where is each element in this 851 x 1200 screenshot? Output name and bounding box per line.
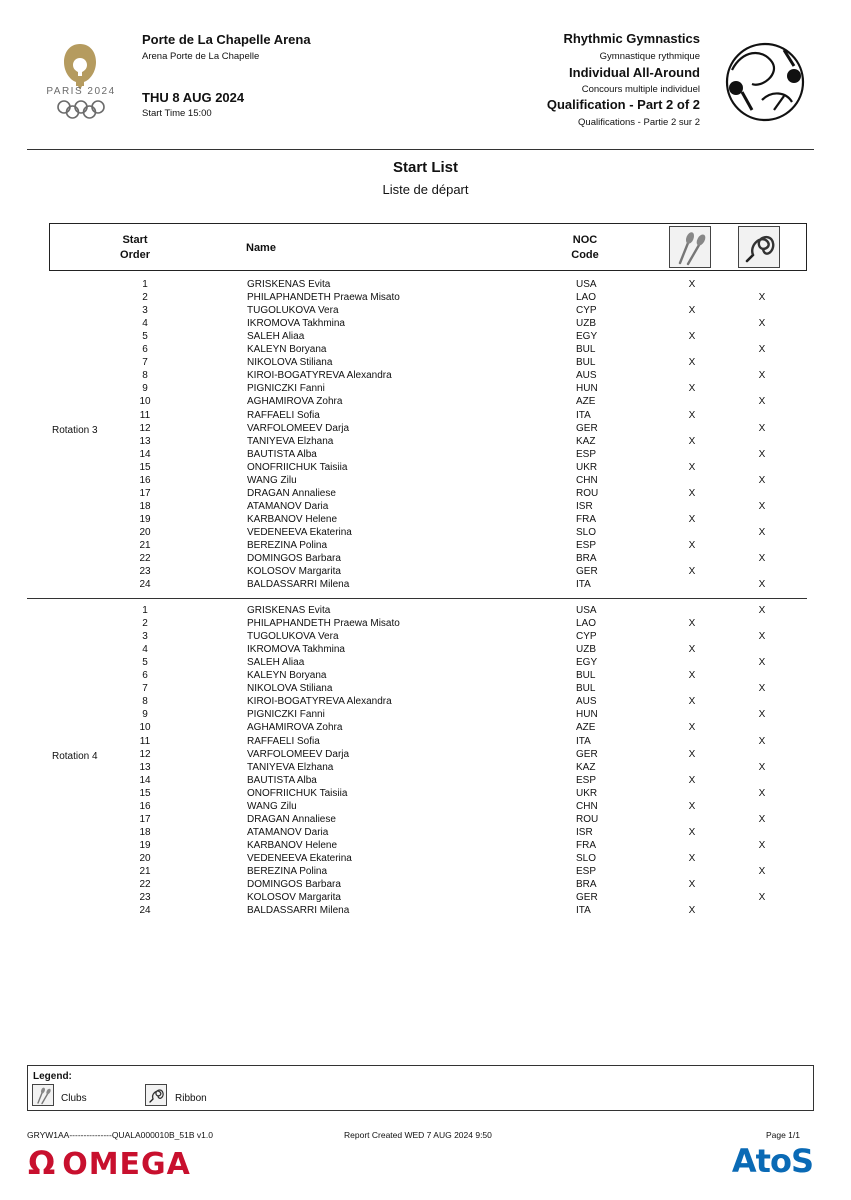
start-order: 14 xyxy=(139,448,151,460)
athlete-name: RAFFAELI Sofia xyxy=(247,409,320,421)
ribbon-icon xyxy=(739,227,779,267)
clubs-mark: X xyxy=(688,305,696,317)
athlete-name: KALEYN Boryana xyxy=(247,344,327,356)
athlete-name: BEREZINA Polina xyxy=(247,540,328,551)
athlete-name: WANG Zilu xyxy=(247,474,297,486)
table-row xyxy=(0,774,851,787)
athlete-name: DOMINGOS Barbara xyxy=(247,879,341,891)
start-order: 20 xyxy=(139,852,151,864)
athlete-name: TANIYEVA Elzhana xyxy=(247,761,334,773)
table-row xyxy=(0,317,851,330)
start-order: 17 xyxy=(139,487,151,499)
athlete-name: AGHAMIROVA Zohra xyxy=(247,722,343,734)
noc-code: UZB xyxy=(576,644,596,656)
athlete-name: ATAMANOV Daria xyxy=(247,826,329,838)
noc-code: CYP xyxy=(576,631,597,643)
ribbon-mark: X xyxy=(758,553,766,565)
ribbon-mark: X xyxy=(758,892,766,904)
legend-title: Legend: xyxy=(33,1071,72,1082)
athlete-name: NIKOLOVA Stiliana xyxy=(247,683,333,695)
document-title: Start List xyxy=(392,159,458,176)
start-order: 11 xyxy=(139,735,151,747)
start-order: 9 xyxy=(142,383,148,395)
clubs-mark: X xyxy=(688,435,696,447)
table-row xyxy=(0,904,851,917)
table-row xyxy=(0,669,851,682)
athlete-name: PIGNICZKI Fanni xyxy=(247,383,325,395)
ribbon-mark: X xyxy=(758,683,766,695)
noc-code: CYP xyxy=(576,305,597,317)
table-row xyxy=(0,761,851,774)
ribbon-mark: X xyxy=(758,657,766,669)
athlete-name: RAFFAELI Sofia xyxy=(247,735,320,747)
table-row xyxy=(0,800,851,813)
clubs-mark: X xyxy=(688,774,696,786)
start-order: 23 xyxy=(139,892,151,904)
start-order: 6 xyxy=(142,670,148,682)
start-order: 24 xyxy=(139,579,151,591)
ribbon-mark: X xyxy=(758,448,766,460)
noc-code: FRA xyxy=(576,513,596,525)
noc-code: ITA xyxy=(576,735,591,747)
start-order: 16 xyxy=(139,800,151,812)
clubs-mark: X xyxy=(688,566,696,578)
noc-code: EGY xyxy=(576,331,598,343)
table-row xyxy=(0,617,851,630)
clubs-mark: X xyxy=(688,800,696,812)
paris-2024-wordmark: PARIS 2024 xyxy=(46,86,116,97)
start-order: 19 xyxy=(139,839,151,851)
clubs-mark: X xyxy=(688,331,696,343)
athlete-name: KALEYN Boryana xyxy=(247,670,327,682)
omega-symbol-icon: Ω xyxy=(28,1144,57,1182)
start-order: 20 xyxy=(139,526,151,538)
noc-code: BUL xyxy=(576,344,596,356)
table-row xyxy=(0,291,851,304)
athlete-name: IKROMOVA Takhmina xyxy=(247,644,345,656)
athlete-name: DRAGAN Annaliese xyxy=(247,813,336,825)
ribbon-mark: X xyxy=(758,526,766,538)
athlete-name: PHILAPHANDETH Praewa Misato xyxy=(247,292,400,304)
table-row xyxy=(0,487,851,500)
table-row xyxy=(0,813,851,826)
athlete-name: BAUTISTA Alba xyxy=(247,448,317,460)
start-order: 1 xyxy=(142,279,148,290)
phase-title: Qualification - Part 2 of 2 xyxy=(546,97,700,112)
clubs-mark: X xyxy=(688,383,696,395)
noc-code: ROU xyxy=(576,487,599,499)
start-order: 12 xyxy=(139,422,151,434)
athlete-name: BALDASSARRI Milena xyxy=(247,579,350,591)
rotation-3-label: Rotation 3 xyxy=(52,425,98,436)
clubs-mark: X xyxy=(688,279,696,290)
noc-code: BUL xyxy=(576,683,596,695)
start-order: 22 xyxy=(139,553,151,565)
clubs-mark: X xyxy=(688,826,696,838)
olympic-rings-icon xyxy=(55,99,107,119)
start-order: 14 xyxy=(139,774,151,786)
athlete-name: KARBANOV Helene xyxy=(247,839,338,851)
table-row xyxy=(0,278,851,291)
noc-code: CHN xyxy=(576,474,598,486)
start-order: 4 xyxy=(142,644,148,656)
table-row xyxy=(0,369,851,382)
start-order: 10 xyxy=(139,722,151,734)
clubs-mark: X xyxy=(688,644,696,656)
clubs-mark: X xyxy=(688,618,696,630)
table-row xyxy=(0,565,851,578)
athlete-name: KIROI-BOGATYREVA Alexandra xyxy=(247,370,392,382)
table-row xyxy=(0,526,851,539)
noc-code: ITA xyxy=(576,905,591,917)
athlete-name: DOMINGOS Barbara xyxy=(247,553,341,565)
athlete-name: KARBANOV Helene xyxy=(247,513,338,525)
noc-code: ITA xyxy=(576,409,591,421)
start-order: 7 xyxy=(142,683,148,695)
start-order: 15 xyxy=(139,461,151,473)
athlete-name: GRISKENAS Evita xyxy=(247,605,331,616)
page-number: Page 1/1 xyxy=(765,1130,800,1140)
athlete-name: TANIYEVA Elzhana xyxy=(247,435,334,447)
table-row xyxy=(0,878,851,891)
athlete-name: TUGOLUKOVA Vera xyxy=(247,631,339,643)
athlete-name: PHILAPHANDETH Praewa Misato xyxy=(247,618,400,630)
table-row xyxy=(0,474,851,487)
table-row xyxy=(0,513,851,526)
noc-code: BRA xyxy=(576,879,597,891)
noc-code: GER xyxy=(576,892,598,904)
noc-code: BUL xyxy=(576,357,596,369)
clubs-mark: X xyxy=(688,357,696,369)
start-order: 11 xyxy=(139,409,151,421)
athlete-name: IKROMOVA Takhmina xyxy=(247,318,345,330)
athlete-name: AGHAMIROVA Zohra xyxy=(247,396,343,408)
noc-code: USA xyxy=(576,605,597,616)
legend-ribbon-label: Ribbon xyxy=(175,1093,207,1104)
noc-code: BRA xyxy=(576,553,597,565)
legend xyxy=(27,1065,814,1111)
start-order: 10 xyxy=(139,396,151,408)
noc-code: SLO xyxy=(576,526,597,538)
start-order: 21 xyxy=(139,540,151,551)
omega-wordmark: OMEGA xyxy=(62,1147,191,1182)
legend-ribbon xyxy=(145,1084,167,1106)
noc-code: EGY xyxy=(576,657,598,669)
table-row xyxy=(0,643,851,656)
noc-code: ITA xyxy=(576,579,591,591)
rhythmic-gymnastics-pictogram-icon xyxy=(722,40,808,124)
athlete-name: ATAMANOV Daria xyxy=(247,500,329,512)
start-order: 9 xyxy=(142,709,148,721)
ribbon-mark: X xyxy=(758,318,766,330)
clubs-mark: X xyxy=(688,696,696,708)
noc-code: SLO xyxy=(576,852,597,864)
noc-code: ROU xyxy=(576,813,599,825)
clubs-mark: X xyxy=(688,487,696,499)
table-row xyxy=(0,721,851,734)
table-row xyxy=(0,578,851,591)
clubs-mark: X xyxy=(688,722,696,734)
start-order: 22 xyxy=(139,879,151,891)
event-title: Individual All-Around xyxy=(569,65,700,80)
ribbon-mark: X xyxy=(758,370,766,382)
start-order: 24 xyxy=(139,905,151,917)
clubs-mark: X xyxy=(688,513,696,525)
ribbon-mark: X xyxy=(758,866,766,877)
table-row xyxy=(0,356,851,369)
start-order: 18 xyxy=(139,826,151,838)
noc-code: ESP xyxy=(576,866,597,877)
ribbon-mark: X xyxy=(758,839,766,851)
column-start-order: Start Order xyxy=(120,234,150,261)
table-row xyxy=(0,343,851,356)
rotation-divider xyxy=(27,598,807,599)
table-row xyxy=(0,708,851,721)
noc-code: UKR xyxy=(576,787,598,799)
table-row xyxy=(0,539,851,552)
noc-code: AUS xyxy=(576,696,597,708)
legend-clubs xyxy=(32,1084,54,1106)
table-row xyxy=(0,852,851,865)
atos-logo: AtoS xyxy=(731,1142,813,1180)
ribbon-mark: X xyxy=(758,579,766,591)
ribbon-mark: X xyxy=(758,292,766,304)
ribbon-mark: X xyxy=(758,735,766,747)
table-row xyxy=(0,695,851,708)
table-row xyxy=(0,448,851,461)
venue-name: Porte de La Chapelle Arena xyxy=(142,32,311,47)
athlete-name: BAUTISTA Alba xyxy=(247,774,317,786)
table-row xyxy=(0,422,851,435)
start-order: 13 xyxy=(139,761,151,773)
start-order: 5 xyxy=(142,657,148,669)
column-name: Name xyxy=(246,242,276,254)
table-row xyxy=(0,435,851,448)
noc-code: CHN xyxy=(576,800,598,812)
table-row xyxy=(0,839,851,852)
clubs-icon xyxy=(670,227,710,267)
athlete-name: TUGOLUKOVA Vera xyxy=(247,305,339,317)
report-header xyxy=(0,0,851,150)
athlete-name: KIROI-BOGATYREVA Alexandra xyxy=(247,696,392,708)
start-order: 13 xyxy=(139,435,151,447)
athlete-name: VARFOLOMEEV Darja xyxy=(247,422,350,434)
ribbon-mark: X xyxy=(758,500,766,512)
table-row xyxy=(0,656,851,669)
rotation-4-label: Rotation 4 xyxy=(52,751,98,762)
table-row xyxy=(0,552,851,565)
table-row xyxy=(0,330,851,343)
start-order: 2 xyxy=(142,292,148,304)
document-title-fr: Liste de départ xyxy=(382,182,469,197)
column-header xyxy=(49,223,807,271)
sport-title: Rhythmic Gymnastics xyxy=(563,31,700,46)
athlete-name: BALDASSARRI Milena xyxy=(247,905,350,917)
table-row xyxy=(0,748,851,761)
start-order: 3 xyxy=(142,305,148,317)
table-row xyxy=(0,682,851,695)
noc-code: KAZ xyxy=(576,435,596,447)
ribbon-mark: X xyxy=(758,709,766,721)
ribbon-mark: X xyxy=(758,787,766,799)
noc-code: ESP xyxy=(576,448,597,460)
ribbon-mark: X xyxy=(758,631,766,643)
noc-code: ESP xyxy=(576,774,597,786)
noc-code: GER xyxy=(576,748,598,760)
start-order: 8 xyxy=(142,370,148,382)
column-noc-code: NOC Code xyxy=(571,234,599,261)
clubs-icon xyxy=(33,1085,53,1105)
start-order: 2 xyxy=(142,618,148,630)
noc-code: AUS xyxy=(576,370,597,382)
ribbon-mark: X xyxy=(758,605,766,616)
event-title-fr: Concours multiple individuel xyxy=(581,84,700,95)
start-order: 12 xyxy=(139,748,151,760)
athlete-name: VEDENEEVA Ekaterina xyxy=(247,852,352,864)
ribbon-mark: X xyxy=(758,396,766,408)
noc-code: ISR xyxy=(576,500,593,512)
athlete-name: KOLOSOV Margarita xyxy=(247,566,341,578)
venue-name-fr: Arena Porte de La Chapelle xyxy=(142,51,260,62)
athlete-name: SALEH Aliaa xyxy=(247,657,305,669)
noc-code: KAZ xyxy=(576,761,596,773)
start-order: 17 xyxy=(139,813,151,825)
athlete-name: SALEH Aliaa xyxy=(247,331,305,343)
clubs-mark: X xyxy=(688,748,696,760)
clubs-mark: X xyxy=(688,879,696,891)
table-row xyxy=(0,891,851,904)
omega-logo xyxy=(28,1145,191,1181)
table-row xyxy=(0,826,851,839)
clubs-mark: X xyxy=(688,461,696,473)
column-clubs xyxy=(669,226,711,268)
ribbon-mark: X xyxy=(758,422,766,434)
ribbon-mark: X xyxy=(758,813,766,825)
start-order: 19 xyxy=(139,513,151,525)
clubs-mark: X xyxy=(688,409,696,421)
report-created: Report Created WED 7 AUG 2024 9:50 xyxy=(344,1130,492,1140)
noc-code: USA xyxy=(576,279,597,290)
clubs-mark: X xyxy=(688,670,696,682)
start-order: 18 xyxy=(139,500,151,512)
event-date: THU 8 AUG 2024 xyxy=(142,90,245,105)
start-order: 3 xyxy=(142,631,148,643)
start-order: 21 xyxy=(139,866,151,877)
athlete-name: VARFOLOMEEV Darja xyxy=(247,748,350,760)
noc-code: ISR xyxy=(576,826,593,838)
clubs-mark: X xyxy=(688,905,696,917)
ribbon-icon xyxy=(146,1085,166,1105)
noc-code: HUN xyxy=(576,383,598,395)
table-row xyxy=(0,304,851,317)
noc-code: ESP xyxy=(576,540,597,551)
athlete-name: DRAGAN Annaliese xyxy=(247,487,336,499)
noc-code: HUN xyxy=(576,709,598,721)
start-order: 8 xyxy=(142,696,148,708)
header-divider xyxy=(27,149,814,150)
ribbon-mark: X xyxy=(758,344,766,356)
noc-code: BUL xyxy=(576,670,596,682)
athlete-name: VEDENEEVA Ekaterina xyxy=(247,526,352,538)
noc-code: AZE xyxy=(576,396,596,408)
table-row xyxy=(0,461,851,474)
noc-code: FRA xyxy=(576,839,596,851)
start-time: Start Time 15:00 xyxy=(142,108,212,119)
start-order: 15 xyxy=(139,787,151,799)
table-row xyxy=(0,735,851,748)
ribbon-mark: X xyxy=(758,761,766,773)
athlete-name: KOLOSOV Margarita xyxy=(247,892,341,904)
start-order: 6 xyxy=(142,344,148,356)
start-order: 7 xyxy=(142,357,148,369)
start-order: 16 xyxy=(139,474,151,486)
table-row xyxy=(0,865,851,878)
start-order: 23 xyxy=(139,566,151,578)
start-order: 4 xyxy=(142,318,148,330)
athlete-name: GRISKENAS Evita xyxy=(247,279,331,290)
athlete-name: ONOFRIICHUK Taisiia xyxy=(247,461,348,473)
start-order: 5 xyxy=(142,331,148,343)
table-row xyxy=(0,500,851,513)
table-row xyxy=(0,787,851,800)
noc-code: UZB xyxy=(576,318,596,330)
table-row xyxy=(0,409,851,422)
noc-code: LAO xyxy=(576,618,597,630)
clubs-mark: X xyxy=(688,852,696,864)
sport-title-fr: Gymnastique rythmique xyxy=(599,51,700,62)
legend-clubs-label: Clubs xyxy=(61,1093,87,1104)
ribbon-mark: X xyxy=(758,474,766,486)
noc-code: GER xyxy=(576,566,598,578)
athlete-name: ONOFRIICHUK Taisiia xyxy=(247,787,348,799)
noc-code: LAO xyxy=(576,292,597,304)
noc-code: GER xyxy=(576,422,598,434)
table-row xyxy=(0,382,851,395)
athlete-name: BEREZINA Polina xyxy=(247,866,328,877)
table-row xyxy=(0,630,851,643)
noc-code: UKR xyxy=(576,461,598,473)
athlete-name: NIKOLOVA Stiliana xyxy=(247,357,333,369)
report-code: GRYW1AA---------------QUALA000010B_51B v1.0 xyxy=(27,1130,213,1140)
table-row xyxy=(0,395,851,408)
phase-title-fr: Qualifications - Partie 2 sur 2 xyxy=(578,117,700,128)
column-ribbon xyxy=(738,226,780,268)
table-row xyxy=(0,604,851,617)
clubs-mark: X xyxy=(688,540,696,551)
athlete-name: PIGNICZKI Fanni xyxy=(247,709,325,721)
athlete-name: WANG Zilu xyxy=(247,800,297,812)
noc-code: AZE xyxy=(576,722,596,734)
start-order: 1 xyxy=(142,605,148,616)
